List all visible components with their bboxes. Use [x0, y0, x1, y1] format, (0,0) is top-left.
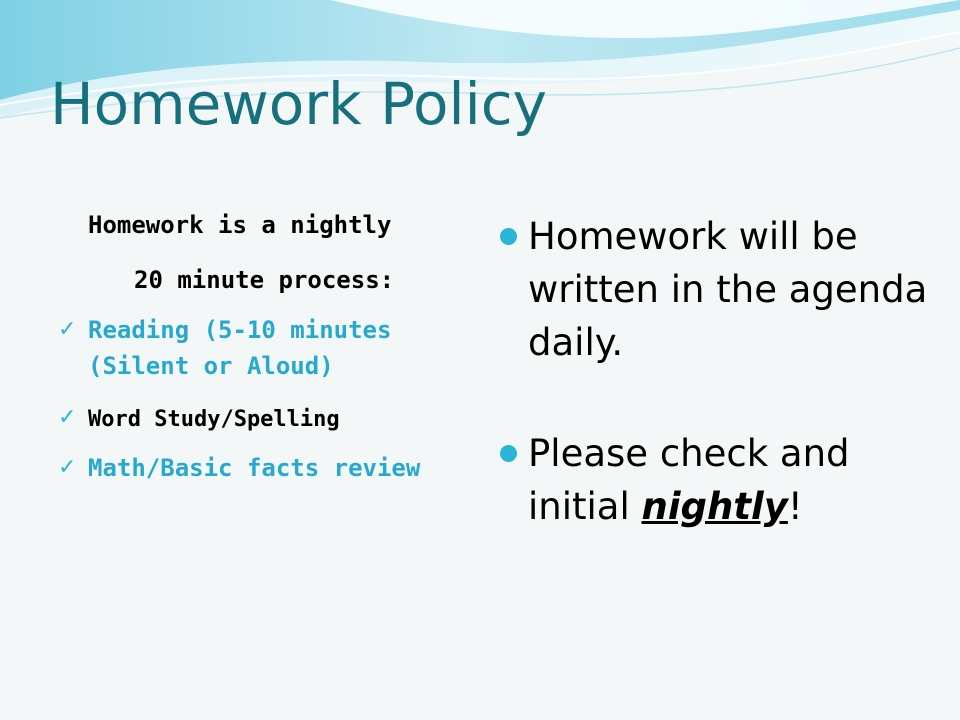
bullet-text: Homework will be written in the agenda daily.: [528, 215, 928, 364]
check-icon: ✓: [58, 317, 77, 342]
bullet-text-before: Please check and initial: [528, 432, 850, 528]
bullet-check-nightly: [498, 427, 938, 533]
check-item-text: Reading (5-10 minutes (Silent or Aloud): [88, 316, 392, 380]
check-item-text: Math/Basic facts review: [88, 454, 421, 482]
bullet-dot-icon: [500, 228, 517, 245]
check-icon: ✓: [58, 455, 77, 480]
check-item-word-study: [56, 400, 476, 438]
check-icon: ✓: [58, 405, 77, 430]
intro-line-1: Homework is a nightly: [88, 211, 392, 239]
bullet-dot-icon: [500, 445, 517, 462]
check-item-math: [56, 450, 476, 486]
bullet-agenda: [498, 210, 938, 369]
bullet-emphasis: nightly: [641, 485, 788, 528]
intro-line-2: 20 minute process:: [134, 266, 395, 294]
slide-title: Homework Policy: [50, 70, 547, 138]
check-item-text: Word Study/Spelling: [88, 407, 340, 432]
agenda-column: [498, 210, 938, 533]
check-item-reading: [56, 312, 476, 384]
checklist: [56, 312, 476, 486]
bullet-text-after: !: [787, 485, 803, 528]
